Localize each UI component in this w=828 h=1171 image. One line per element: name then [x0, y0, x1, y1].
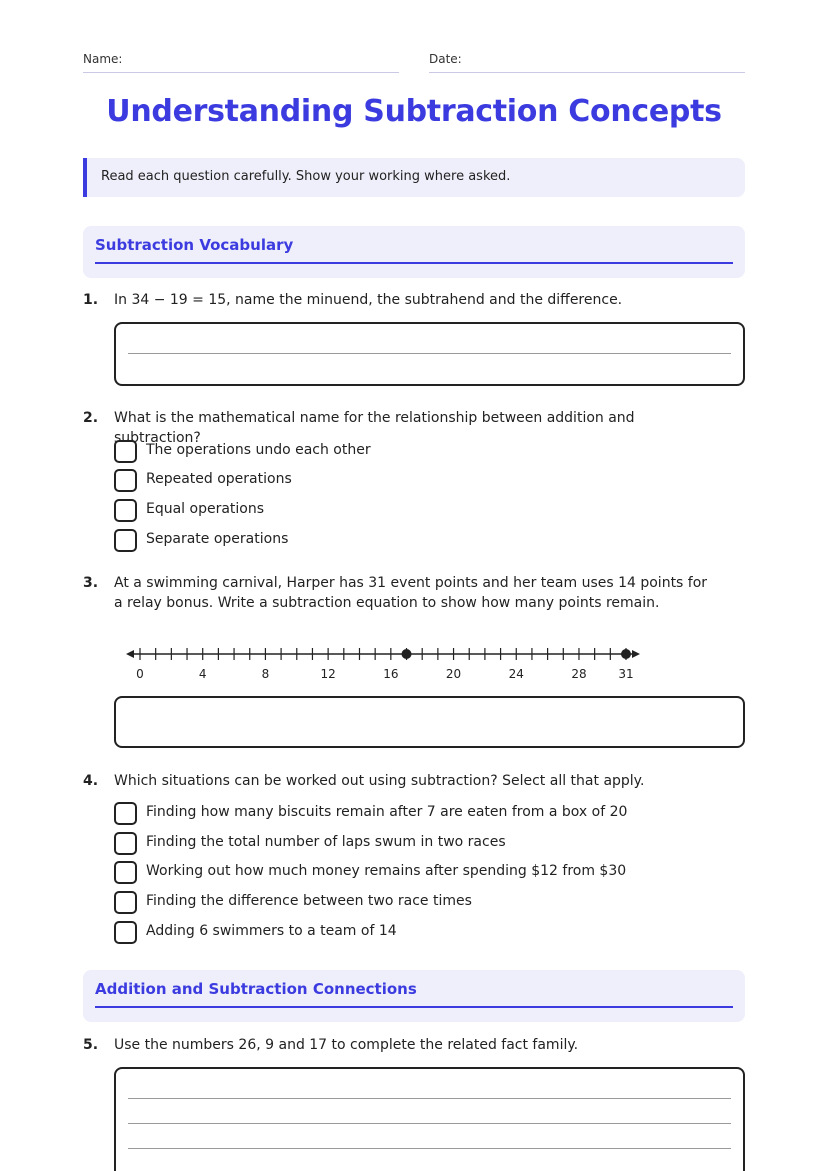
option-q2-c[interactable]: [114, 499, 714, 523]
section-title: Addition and Subtraction Connections: [95, 980, 417, 998]
option-label: Finding how many biscuits remain after 7 are eaten from a box of 20: [146, 804, 628, 820]
question-text: Use the numbers 26, 9 and 17 to complete the related fact family.: [114, 1037, 579, 1053]
section-title: Subtraction Vocabulary: [95, 236, 294, 254]
answer-line: [128, 353, 731, 354]
checkbox[interactable]: [114, 499, 137, 522]
option-label: Adding 6 swimmers to a team of 14: [146, 923, 397, 939]
number-line: [114, 640, 654, 684]
checkbox[interactable]: [114, 440, 137, 463]
number-line-label: 31: [618, 667, 634, 681]
question-text: What is the mathematical name for the relationship between addition and subtraction?: [114, 410, 635, 446]
section-header-vocabulary: [83, 226, 745, 278]
instructions-text: Read each question carefully. Show your working where asked.: [101, 169, 511, 184]
number-line-label: 0: [136, 667, 144, 681]
option-label: Finding the total number of laps swum in two races: [146, 834, 506, 850]
option-q4-d[interactable]: [114, 891, 714, 915]
arrow-left-icon: [126, 650, 134, 658]
question-number: 2.: [83, 410, 99, 426]
number-line-label: 4: [198, 667, 207, 681]
option-q2-d[interactable]: [114, 529, 714, 553]
answer-line: [128, 1098, 731, 1099]
checkbox[interactable]: [114, 802, 137, 825]
question-number: 3.: [83, 575, 99, 591]
option-label: Repeated operations: [146, 471, 292, 487]
question-number: 4.: [83, 773, 99, 789]
number-line-point: [402, 649, 412, 659]
name-label: Name:: [83, 52, 123, 66]
option-q4-b[interactable]: [114, 832, 714, 856]
question-number: 5.: [83, 1037, 99, 1053]
checkbox[interactable]: [114, 469, 137, 492]
option-label: Equal operations: [146, 501, 265, 517]
question-number: 1.: [83, 292, 99, 308]
answer-line: [128, 1148, 731, 1149]
checkbox[interactable]: [114, 832, 137, 855]
question-text: In 34 − 19 = 15, name the minuend, the subtrahend and the difference.: [114, 292, 623, 308]
option-label: Working out how much money remains after spending $12 from $30: [146, 863, 627, 879]
answer-box-3[interactable]: [114, 696, 745, 748]
option-q2-b[interactable]: [114, 469, 714, 493]
checkbox[interactable]: [114, 529, 137, 552]
number-line-svg: [114, 640, 654, 684]
option-label: Separate operations: [146, 531, 289, 547]
instructions-banner: [83, 158, 745, 197]
question-text: Which situations can be worked out using subtraction? Select all that apply.: [114, 773, 645, 789]
option-q4-c[interactable]: [114, 861, 714, 885]
checkbox[interactable]: [114, 891, 137, 914]
section-header-connections: [83, 970, 745, 1022]
number-line-label: 28: [571, 667, 587, 681]
checkbox[interactable]: [114, 861, 137, 884]
number-line-label: 8: [261, 667, 270, 681]
number-line-point: [621, 649, 631, 659]
date-field[interactable]: [429, 52, 745, 73]
checkbox[interactable]: [114, 921, 137, 944]
date-label: Date:: [429, 52, 462, 66]
option-q4-e[interactable]: [114, 921, 714, 945]
option-q2-a[interactable]: [114, 440, 714, 464]
worksheet-title: Understanding Subtraction Concepts: [106, 94, 722, 129]
question-text: At a swimming carnival, Harper has 31 event points and her team uses 14 points for a relay bonus. Write a subtraction equation to show how many points remain.: [114, 575, 708, 611]
section-divider: [95, 1006, 733, 1008]
arrow-right-icon: [632, 650, 640, 658]
option-q4-a[interactable]: [114, 802, 714, 826]
option-label: The operations undo each other: [146, 442, 371, 458]
name-field[interactable]: [83, 52, 399, 73]
option-label: Finding the difference between two race times: [146, 893, 472, 909]
answer-box-1[interactable]: [114, 322, 745, 386]
answer-line: [128, 1123, 731, 1124]
number-line-label: 16: [383, 667, 399, 681]
section-divider: [95, 262, 733, 264]
number-line-label: 24: [508, 667, 524, 681]
number-line-label: 12: [320, 667, 336, 681]
number-line-label: 20: [445, 667, 462, 681]
name-date-row: [83, 52, 745, 74]
answer-box-5[interactable]: [114, 1067, 745, 1171]
